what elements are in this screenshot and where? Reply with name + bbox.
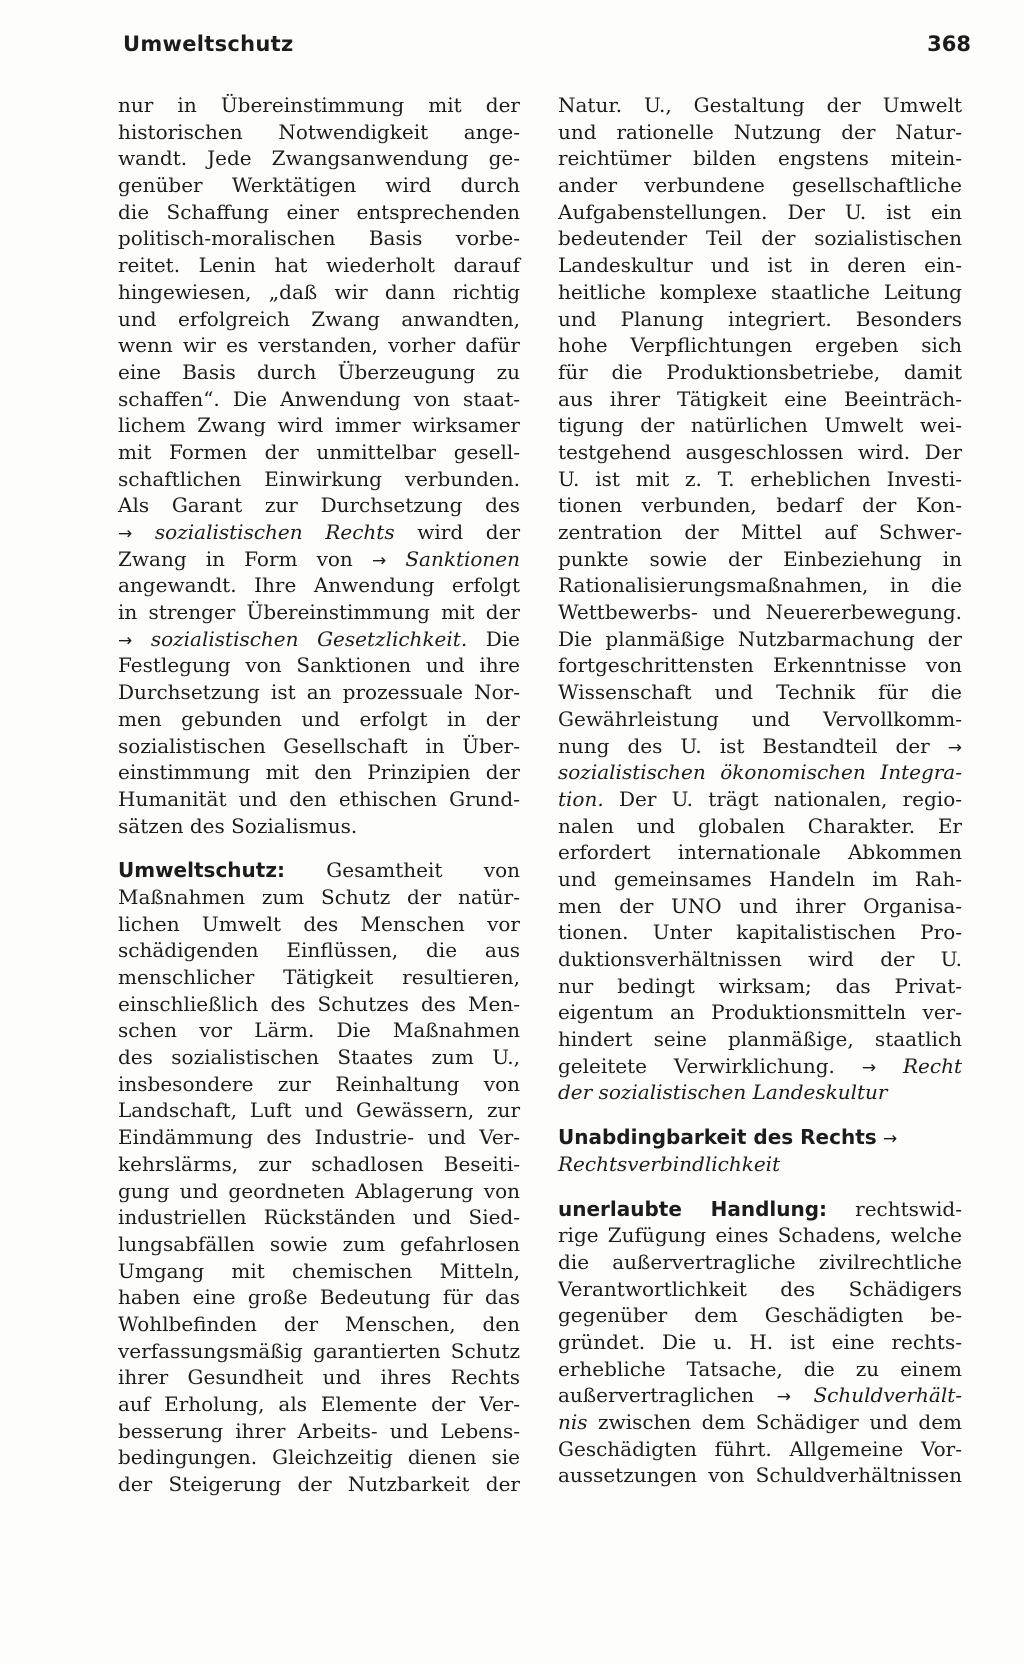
text-line: hindert seine planmäßige, staatlich [558, 1027, 962, 1052]
text-line: Die planmäßige Nutzbarmachung der [558, 626, 962, 651]
text-line: lichem Zwang wird immer wirksamer [118, 413, 520, 438]
text-fragment: außervertraglichen [558, 1383, 777, 1408]
text-line: lichen Umwelt des Menschen vor [118, 911, 520, 936]
text-line: einschließlich des Schutzes des Men- [118, 991, 520, 1016]
text-line [118, 857, 520, 884]
text-line: gegenüber dem Geschädigten be- [558, 1303, 962, 1328]
text-line: testgehend ausgeschlossen wird. Der [558, 439, 962, 464]
text-line: ihrer Gesundheit und ihres Rechts [118, 1365, 520, 1390]
text-line [558, 759, 962, 786]
text-line: zentration der Mittel auf Schwer- [558, 520, 962, 544]
text-line: und gemeinsames Handeln im Rah- [558, 866, 962, 891]
text-line: Als Garant zur Durchsetzung des [118, 493, 520, 518]
text-line: Aufgabenstellungen. Der U. ist ein [558, 199, 962, 224]
entry-unerlaubte-handlung [558, 1196, 962, 1490]
text-line: eine Basis durch Überzeugung zu [118, 359, 520, 384]
text-line: Geschädigten führt. Allgemeine Vor- [558, 1436, 962, 1461]
text-line: der Steigerung der Nutzbarkeit der [118, 1472, 520, 1497]
text-line: des sozialistischen Staates zum U., [118, 1045, 520, 1070]
text-fragment: Zwang in Form von [118, 546, 372, 571]
text-line: tionen. Unter kapitalistischen Pro- [558, 920, 962, 945]
text-line: sozialistischen Gesellschaft in Über- [118, 733, 520, 758]
text-line: tigung der natürlichen Umwelt wei- [558, 413, 962, 438]
text-line: schen vor Lärm. Die Maßnahmen [118, 1018, 520, 1043]
continued-paragraph [118, 92, 520, 839]
text-fragment: wird der [394, 520, 521, 544]
cross-reference-link[interactable]: nis [558, 1410, 588, 1434]
text-line: duktionsverhältnissen wird der U. [558, 947, 962, 971]
text-line: schaftlichen Einwirkung verbunden. [118, 466, 520, 491]
cross-reference-link[interactable]: Schuldverhält- [813, 1383, 963, 1408]
text-line: wenn wir es verstanden, vorher dafür [118, 333, 520, 358]
text-line: eigentum an Produktionsmitteln ver- [558, 1000, 962, 1025]
text-line: aussetzungen von Schuldverhältnissen [558, 1463, 962, 1488]
text-line: Gewährleistung und Vervollkomm- [558, 706, 962, 731]
entry-headword: Unabdingbarkeit des Rechts [558, 1125, 877, 1150]
text-line: ander verbundene gesellschaftliche [558, 173, 962, 198]
text-line: heitliche komplexe staatliche Leitung [558, 279, 962, 304]
text-line: nur in Übereinstimmung mit der [118, 93, 520, 117]
text-line: haben eine große Bedeutung für das [118, 1285, 520, 1310]
text-line: Landeskultur und ist in deren ein- [558, 253, 962, 278]
text-line: Eindämmung des Industrie- und Ver- [118, 1125, 520, 1150]
cross-reference-link[interactable]: sozialistischen Gesetzlichkeit. [150, 626, 468, 651]
cross-reference-arrow-icon: → [118, 630, 133, 651]
text-line: tionen verbunden, bedarf der Kon- [558, 493, 962, 518]
text-line: erfordert internationale Abkommen [558, 840, 962, 865]
cross-reference-link[interactable]: sozialistischen Rechts [154, 520, 395, 544]
cross-reference-link[interactable]: Recht [902, 1053, 962, 1078]
text-line: einstimmung mit den Prinzipien der [118, 760, 520, 785]
text-line [558, 733, 962, 760]
text-line: Festlegung von Sanktionen und ihre [118, 653, 520, 678]
cross-reference-arrow-icon: → [883, 1129, 898, 1150]
running-header [123, 32, 971, 72]
cross-reference-link[interactable]: der sozialistischen Landeskultur [558, 1080, 888, 1105]
text-line: lungsabfällen sowie zum gefahrlosen [118, 1231, 520, 1256]
running-head-title: Umweltschutz [123, 32, 294, 56]
cross-reference-link[interactable]: tion. [558, 786, 604, 811]
text-line: U. ist mit z. T. erheblichen Investi- [558, 466, 962, 491]
text-line: die Schaffung einer entsprechenden [118, 199, 520, 224]
text-line: besserung ihrer Arbeits- und Lebens- [118, 1418, 520, 1443]
text-line: für die Produktionsbetriebe, damit [558, 359, 962, 384]
text-fragment: geleitete Verwirklichung. [558, 1053, 862, 1078]
text-line [558, 1196, 962, 1223]
text-fragment: zwischen dem Schädiger und dem [587, 1410, 962, 1434]
text-line: mit Formen der unmittelbar gesell- [118, 439, 520, 464]
text-line: bedingungen. Gleichzeitig dienen sie [118, 1445, 520, 1470]
text-line: Wissenschaft und Technik für die [558, 680, 962, 705]
text-fragment: Die [467, 626, 521, 651]
text-line [558, 786, 962, 813]
text-line: erhebliche Tatsache, die zu einem [558, 1356, 962, 1381]
left-column [118, 92, 520, 1498]
text-fragment: Gesamtheit von [284, 858, 520, 883]
text-line: Umgang mit chemischen Mitteln, [118, 1258, 520, 1283]
text-line: Verantwortlichkeit des Schädigers [558, 1276, 962, 1301]
text-line: schädigenden Einflüssen, die aus [118, 938, 520, 963]
cross-reference-arrow-icon: → [947, 737, 963, 758]
cross-reference-link[interactable]: Rechtsverbindlichkeit [558, 1151, 781, 1176]
text-line: bedeutender Teil der sozialistischen [558, 226, 962, 251]
cross-reference-link[interactable]: Sanktionen [405, 546, 521, 571]
text-line: kehrslärms, zur schadlosen Beseiti- [118, 1151, 520, 1176]
text-line: Durchsetzung ist an prozessuale Nor- [118, 680, 520, 705]
text-line: sätzen des Sozialismus. [118, 813, 358, 838]
text-line: und rationelle Nutzung der Natur- [558, 119, 962, 144]
text-line: rige Zufügung eines Schadens, welche [558, 1223, 962, 1248]
text-line [558, 1151, 962, 1178]
text-line: Landschaft, Luft und Gewässern, zur [118, 1098, 520, 1123]
page-number: 368 [927, 32, 971, 56]
cross-reference-arrow-icon: → [861, 1057, 877, 1078]
text-line: und Planung integriert. Besonders [558, 306, 962, 331]
cross-reference-arrow-icon: → [118, 524, 133, 544]
text-line: die außervertragliche zivilrechtliche [558, 1249, 962, 1274]
text-line: reichtümer bilden engstens mitein- [558, 146, 962, 171]
text-line: nur bedingt wirksam; das Privat- [558, 973, 962, 998]
text-line [558, 1079, 962, 1106]
cross-reference-link[interactable]: sozialistischen ökonomischen Integra- [558, 760, 962, 785]
text-line: hingewiesen, „daß wir dann richtig [118, 279, 520, 304]
text-line: Rationalisierungsmaßnahmen, in die [558, 573, 962, 598]
text-fragment: nung des U. ist Bestandteil der [558, 733, 930, 758]
text-line [558, 1409, 962, 1436]
text-line: verfassungsmäßig garantierten Schutz [118, 1338, 520, 1363]
text-line: Wohlbefinden der Menschen, den [118, 1311, 520, 1336]
text-line: men der UNO und ihrer Organisa- [558, 893, 962, 918]
text-line: industriellen Rückständen und Sied- [118, 1205, 520, 1230]
text-line: gründet. Die u. H. ist eine rechts- [558, 1329, 962, 1354]
text-line [558, 1053, 962, 1080]
text-line: menschlicher Tätigkeit resultieren, [118, 965, 520, 989]
text-line: in strenger Übereinstimmung mit der [118, 600, 520, 625]
text-line: historischen Notwendigkeit ange- [118, 119, 520, 144]
entry-umweltschutz-continued [558, 92, 962, 1106]
text-line: gung und geordneten Ablagerung von [118, 1178, 520, 1203]
text-line [558, 1124, 962, 1151]
cross-reference-arrow-icon: → [776, 1387, 791, 1408]
text-line: Humanität und den ethischen Grund- [118, 786, 520, 811]
entry-umweltschutz [118, 857, 520, 1498]
text-fragment: rechtswid- [827, 1196, 962, 1221]
text-line: fortgeschrittensten Erkenntnisse von [558, 653, 962, 678]
text-line: genüber Werktätigen wird durch [118, 173, 520, 198]
text-fragment: Der U. trägt nationalen, regio- [603, 786, 962, 811]
text-line: auf Erholung, als Elemente der Ver- [118, 1392, 520, 1416]
cross-reference-arrow-icon: → [371, 550, 387, 571]
text-line: Wettbewerbs- und Neuererbewegung. [558, 600, 962, 625]
text-line: angewandt. Ihre Anwendung erfolgt [118, 573, 520, 598]
text-line: Maßnahmen zum Schutz der natür- [118, 884, 520, 909]
entry-headword: unerlaubte Handlung: [558, 1196, 828, 1221]
text-line: wandt. Jede Zwangsanwendung ge- [118, 146, 520, 171]
entry-headword: Umweltschutz: [118, 858, 285, 883]
text-line [118, 519, 520, 546]
text-line: insbesondere zur Reinhaltung von [118, 1071, 520, 1096]
entry-unabdingbarkeit [558, 1124, 962, 1177]
text-line [118, 626, 520, 653]
text-line: punkte sowie der Einbeziehung in [558, 546, 962, 571]
text-line [118, 546, 520, 573]
text-line: politisch-moralischen Basis vorbe- [118, 226, 520, 251]
text-line: und erfolgreich Zwang anwandten, [118, 306, 520, 331]
text-line: Natur. U., Gestaltung der Umwelt [558, 93, 962, 117]
text-line: reitet. Lenin hat wiederholt darauf [118, 253, 520, 278]
text-line: schaffen“. Die Anwendung von staat- [118, 386, 520, 411]
text-line: nalen und globalen Charakter. Er [558, 813, 962, 838]
text-line: hohe Verpflichtungen ergeben sich [558, 333, 962, 358]
text-line [558, 1382, 962, 1409]
text-line: men gebunden und erfolgt in der [118, 706, 520, 731]
text-line: aus ihrer Tätigkeit eine Beeinträch- [558, 386, 962, 411]
right-column [558, 92, 962, 1489]
